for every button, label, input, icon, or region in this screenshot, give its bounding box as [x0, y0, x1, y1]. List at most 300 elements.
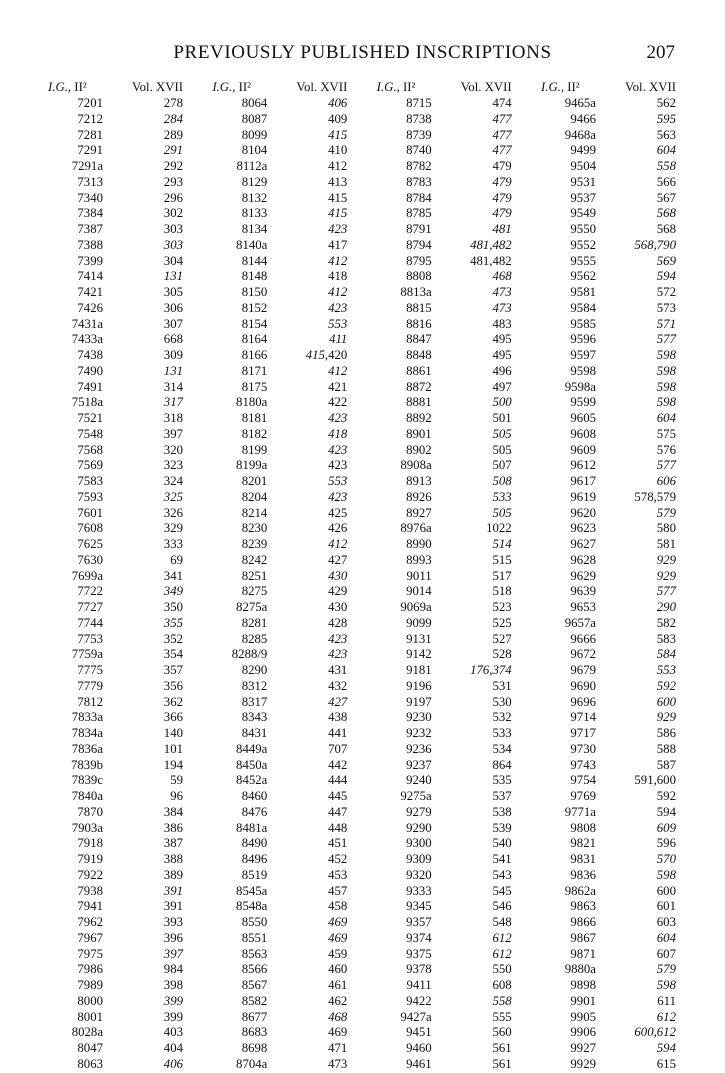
table-row [48, 175, 183, 191]
vol-page-segment: 423 [328, 300, 348, 315]
table-row [541, 427, 676, 443]
ig-number: 8698 [241, 1041, 268, 1055]
table-row [212, 395, 347, 411]
vol-column-header: Vol. XVII [460, 80, 512, 94]
vol-reference [164, 380, 183, 396]
ig-number: 9499 [570, 143, 596, 158]
vol-reference [657, 411, 676, 427]
table-row [377, 569, 512, 585]
table-row [541, 899, 676, 915]
ig-number: 8704a [236, 1056, 268, 1071]
vol-page-segment: 462 [328, 993, 348, 1008]
ig-number: 8783 [406, 174, 432, 189]
ig-number: 7903a [71, 820, 103, 835]
ig-number: 8926 [406, 489, 432, 504]
table-row [541, 238, 676, 254]
ig-number: 9821 [570, 836, 596, 851]
ig-number: 8317 [241, 694, 268, 709]
ig-number: 7340 [77, 190, 103, 205]
vol-reference [328, 1010, 347, 1026]
vol-page-segment: 514 [492, 537, 512, 551]
ig-number: 7291 [77, 143, 103, 158]
vol-reference [657, 206, 676, 222]
table-row [212, 947, 347, 963]
vol-reference [492, 742, 511, 758]
vol-page-segment: 479 [492, 159, 512, 173]
vol-reference [657, 112, 676, 128]
vol-reference [492, 931, 511, 947]
vol-page-segment: 398 [163, 978, 183, 992]
ig-number: 9619 [570, 489, 596, 504]
ig-number: 8481a [236, 820, 268, 835]
vol-page-segment: 481,482 [470, 237, 512, 252]
vol-page-segment: 412 [328, 537, 348, 551]
vol-page-segment: 495 [492, 348, 512, 362]
ig-number: 9451 [406, 1025, 432, 1040]
vol-page-segment: 594 [656, 1041, 676, 1055]
vol-page-segment: 594 [656, 804, 676, 819]
vol-page-segment: 318 [163, 411, 183, 425]
vol-reference [492, 269, 511, 285]
vol-reference [657, 1010, 676, 1026]
vol-reference [328, 395, 347, 411]
vol-reference [657, 332, 676, 348]
column-header-row [48, 79, 183, 96]
vol-reference [328, 206, 347, 222]
ig-number: 8180a [236, 395, 268, 410]
vol-page-segment: 525 [492, 615, 512, 630]
table-row [212, 506, 347, 522]
vol-page-segment: 362 [163, 694, 183, 709]
vol-page-segment: 477 [492, 111, 512, 126]
ig-number: 8861 [406, 363, 432, 378]
vol-reference [328, 695, 347, 711]
concordance-group [377, 79, 512, 1073]
table-row [48, 364, 183, 380]
table-row [48, 348, 183, 364]
ig-column-header: I.G., II² [376, 80, 416, 94]
vol-reference [164, 1057, 183, 1073]
ig-number: 9069a [400, 600, 432, 614]
table-row [377, 537, 512, 553]
ig-number: 9099 [406, 615, 432, 630]
vol-page-segment: 469 [328, 930, 348, 945]
table-row [48, 1057, 183, 1073]
vol-page-segment: 606 [656, 474, 676, 488]
vol-reference [657, 537, 676, 553]
vol-page-segment: 561 [492, 1056, 512, 1071]
ig-number: 7834a [71, 726, 103, 740]
table-row [212, 269, 347, 285]
table-row [48, 427, 183, 443]
vol-page-segment: 356 [163, 678, 183, 693]
vol-reference [164, 143, 183, 159]
vol-reference [492, 490, 511, 506]
vol-reference [164, 1010, 183, 1026]
vol-reference [328, 143, 347, 159]
vol-reference [657, 443, 676, 459]
table-row [48, 868, 183, 884]
ig-number: 8134 [241, 222, 268, 236]
table-row [212, 1057, 347, 1073]
vol-reference [164, 395, 183, 411]
ig-number: 8567 [241, 978, 268, 992]
table-row [48, 710, 183, 726]
table-row [377, 695, 512, 711]
table-row [212, 695, 347, 711]
vol-page-segment: 568,790 [634, 237, 676, 252]
vol-page-segment: 553 [656, 663, 676, 677]
vol-reference [164, 1041, 183, 1057]
vol-page-segment: 69 [170, 552, 183, 567]
ig-number: 8548a [236, 899, 268, 914]
vol-page-segment: 427 [328, 552, 348, 567]
table-row [377, 710, 512, 726]
table-row [48, 1010, 183, 1026]
ig-number: 7840a [71, 789, 103, 803]
table-row [48, 584, 183, 600]
vol-page-segment: 496 [492, 363, 512, 378]
vol-reference [657, 789, 676, 805]
vol-page-segment: 596 [656, 836, 676, 851]
vol-page-segment: 600 [656, 883, 676, 898]
vol-page-segment: 131 [163, 269, 183, 284]
vol-page-segment: ,420 [324, 348, 348, 362]
ig-number: 9232 [406, 726, 432, 740]
ig-number: 8047 [77, 1041, 103, 1055]
vol-page-segment: 550 [492, 962, 512, 977]
table-row [212, 884, 347, 900]
table-row [541, 758, 676, 774]
vol-reference [164, 191, 183, 207]
table-row [212, 380, 347, 396]
table-row [377, 348, 512, 364]
vol-reference [657, 301, 676, 317]
vol-page-segment: 284 [163, 111, 183, 126]
vol-reference [492, 789, 511, 805]
vol-page-segment: 570 [656, 852, 676, 866]
vol-reference [657, 380, 676, 396]
table-row [541, 884, 676, 900]
vol-reference [164, 947, 183, 963]
ig-number: 9142 [406, 647, 432, 662]
table-row [48, 96, 183, 112]
table-row [212, 317, 347, 333]
table-row [48, 994, 183, 1010]
concordance-group [48, 79, 183, 1073]
table-row [541, 947, 676, 963]
ig-number: 9320 [406, 867, 432, 882]
ig-number: 9237 [406, 757, 432, 772]
table-row [377, 506, 512, 522]
vol-reference [492, 427, 511, 443]
ig-number: 9549 [570, 206, 596, 221]
vol-page-segment: 595 [656, 111, 676, 126]
table-row [377, 128, 512, 144]
vol-reference [492, 899, 511, 915]
vol-page-segment: 609 [656, 820, 676, 835]
vol-reference [164, 994, 183, 1010]
ig-number: 7583 [77, 474, 103, 488]
ig-number: 7918 [77, 836, 103, 851]
ig-number: 8683 [241, 1025, 268, 1040]
vol-page-segment: 317 [163, 395, 183, 410]
table-row [377, 1041, 512, 1057]
table-row [48, 773, 183, 789]
vol-reference [328, 238, 347, 254]
vol-page-segment: 584 [656, 647, 676, 662]
vol-reference [492, 616, 511, 632]
ig-number: 8582 [241, 993, 268, 1008]
vol-reference [328, 931, 347, 947]
vol-page-segment: 324 [163, 474, 183, 488]
ig-number: 8214 [241, 505, 268, 520]
ig-number: 9629 [570, 568, 596, 583]
vol-reference [328, 112, 347, 128]
vol-reference [328, 852, 347, 868]
vol-page-segment: 415 [328, 190, 348, 205]
vol-reference [164, 222, 183, 238]
ig-number: 7775 [77, 663, 103, 677]
vol-page-segment: 468 [492, 269, 512, 284]
table-row [541, 978, 676, 994]
vol-reference [164, 285, 183, 301]
ig-number: 8927 [406, 505, 432, 520]
vol-reference [328, 506, 347, 522]
vol-reference [657, 285, 676, 301]
ig-number: 9378 [406, 962, 432, 977]
ig-number: 7568 [77, 442, 103, 457]
vol-page-segment: 441 [328, 726, 348, 740]
table-row [377, 254, 512, 270]
vol-reference [657, 679, 676, 695]
vol-reference [657, 521, 676, 537]
vol-page-segment: 320 [163, 442, 183, 457]
ig-number: 7593 [77, 489, 103, 504]
ig-number: 7839c [71, 773, 103, 788]
table-row [541, 1010, 676, 1026]
vol-reference [164, 616, 183, 632]
table-row [541, 647, 676, 663]
table-row [541, 191, 676, 207]
ig-number: 8490 [241, 836, 268, 851]
vol-page-segment: 598 [656, 363, 676, 378]
vol-page-segment: 558 [492, 993, 512, 1008]
vol-reference [164, 884, 183, 900]
vol-page-segment: 384 [163, 804, 183, 819]
table-row [377, 269, 512, 285]
ig-number: 9279 [406, 804, 432, 819]
table-row [541, 317, 676, 333]
table-row [377, 427, 512, 443]
vol-reference [634, 773, 676, 789]
vol-page-segment: 397 [163, 946, 183, 961]
vol-reference [164, 663, 183, 679]
table-row [541, 474, 676, 490]
vol-page-segment: 459 [328, 946, 348, 961]
vol-page-segment: 612 [492, 946, 512, 961]
table-row [48, 238, 183, 254]
vol-reference [164, 742, 183, 758]
table-row [212, 143, 347, 159]
table-row [212, 159, 347, 175]
page-number: 207 [646, 42, 675, 63]
vol-page-segment: 447 [328, 804, 348, 819]
table-row [377, 884, 512, 900]
table-row [212, 191, 347, 207]
vol-reference [657, 159, 676, 175]
column-header-row [212, 79, 347, 96]
vol-page-segment: 425 [328, 505, 348, 520]
ig-number: 9240 [406, 773, 432, 788]
table-row [212, 616, 347, 632]
vol-reference [328, 537, 347, 553]
vol-page-segment: 176,374 [470, 663, 512, 677]
ig-number: 9612 [570, 458, 596, 473]
vol-reference [164, 506, 183, 522]
ig-number: 8164 [241, 332, 268, 347]
vol-page-segment: 572 [656, 285, 676, 299]
ig-number: 8199a [236, 458, 268, 473]
table-row [48, 143, 183, 159]
column-header-row [377, 79, 512, 96]
ig-number: 8312 [241, 678, 268, 693]
vol-reference [634, 238, 676, 254]
table-row [377, 616, 512, 632]
table-row [48, 962, 183, 978]
vol-reference [657, 348, 676, 364]
vol-page-segment: 393 [163, 915, 183, 929]
ig-number: 8199 [241, 442, 268, 457]
table-row [48, 490, 183, 506]
table-row [377, 632, 512, 648]
table-row [48, 191, 183, 207]
table-row [48, 206, 183, 222]
ig-number: 8133 [241, 206, 268, 221]
vol-reference [328, 411, 347, 427]
ig-number: 8816 [406, 316, 432, 331]
table-row [212, 868, 347, 884]
concordance-group [541, 79, 676, 1073]
vol-reference [492, 679, 511, 695]
ig-number: 9730 [570, 741, 596, 756]
ig-number: 9898 [570, 978, 596, 992]
ig-number: 9585 [570, 316, 596, 331]
ig-number: 9714 [570, 710, 596, 725]
vol-page-segment: 430 [328, 568, 348, 583]
vol-reference [492, 112, 511, 128]
vol-page-segment: 325 [163, 489, 183, 504]
ig-number: 7490 [77, 363, 103, 378]
vol-page-segment: 131 [163, 363, 183, 378]
page-header [50, 42, 675, 68]
ig-number: 8001 [77, 1009, 103, 1024]
ig-number: 8902 [406, 442, 432, 457]
table-row [212, 600, 347, 616]
vol-reference [328, 380, 347, 396]
vol-page-segment: 412 [328, 363, 348, 378]
vol-page-segment: 515 [492, 552, 512, 567]
vol-page-segment: 598 [656, 395, 676, 410]
vol-reference [164, 254, 183, 270]
vol-reference [492, 364, 511, 380]
ig-number: 9866 [570, 915, 596, 929]
table-row [212, 805, 347, 821]
vol-reference [328, 600, 347, 616]
vol-reference [492, 301, 511, 317]
table-row [541, 254, 676, 270]
ig-number: 9290 [406, 820, 432, 835]
vol-page-segment: 548 [492, 915, 512, 929]
vol-page-segment: 501 [492, 411, 512, 425]
table-row [48, 317, 183, 333]
ig-number: 9597 [570, 348, 596, 362]
vol-page-segment: 481 [492, 222, 512, 236]
vol-reference [492, 537, 511, 553]
vol-page-segment: 553 [328, 474, 348, 488]
vol-page-segment: 528 [492, 647, 512, 662]
table-row [212, 632, 347, 648]
table-row [48, 884, 183, 900]
ig-number: 7548 [77, 426, 103, 441]
vol-reference [492, 380, 511, 396]
vol-reference [164, 868, 183, 884]
ig-number: 9657a [564, 615, 596, 630]
vol-reference [492, 96, 511, 112]
ig-number: 8150 [241, 285, 268, 299]
vol-page-segment: 412 [328, 285, 348, 299]
table-row [212, 411, 347, 427]
ig-number: 8785 [406, 206, 432, 221]
ig-number: 7753 [77, 631, 103, 646]
ig-number: 8566 [241, 962, 268, 977]
table-row [377, 679, 512, 695]
vol-reference [328, 994, 347, 1010]
vol-reference [164, 112, 183, 128]
ig-number: 9345 [406, 899, 432, 914]
vol-page-segment: 404 [163, 1041, 183, 1055]
ig-number: 8129 [241, 174, 268, 189]
ig-number: 9754 [570, 773, 596, 788]
ig-number: 7759a [71, 647, 103, 662]
ig-number: 9466 [570, 111, 596, 126]
ig-number: 9653 [570, 600, 596, 614]
vol-page-segment: 479 [492, 174, 512, 189]
vol-reference [164, 726, 183, 742]
vol-reference [657, 695, 676, 711]
ig-number: 9411 [406, 978, 432, 992]
vol-reference [657, 584, 676, 600]
vol-reference [492, 317, 511, 333]
vol-reference [657, 616, 676, 632]
ig-number: 8739 [406, 127, 432, 142]
vol-reference [492, 647, 511, 663]
ig-number: 8000 [77, 993, 103, 1008]
vol-page-segment: 588 [656, 741, 676, 756]
vol-reference [164, 537, 183, 553]
vol-page-segment: 591,600 [634, 773, 676, 788]
vol-reference [492, 1057, 511, 1073]
table-row [541, 222, 676, 238]
vol-page-segment: 303 [163, 222, 183, 236]
table-row [48, 836, 183, 852]
ig-number: 9696 [570, 694, 596, 709]
ig-number: 8813a [400, 285, 432, 299]
table-row [212, 647, 347, 663]
table-row [377, 647, 512, 663]
vol-reference [164, 490, 183, 506]
table-row [541, 789, 676, 805]
